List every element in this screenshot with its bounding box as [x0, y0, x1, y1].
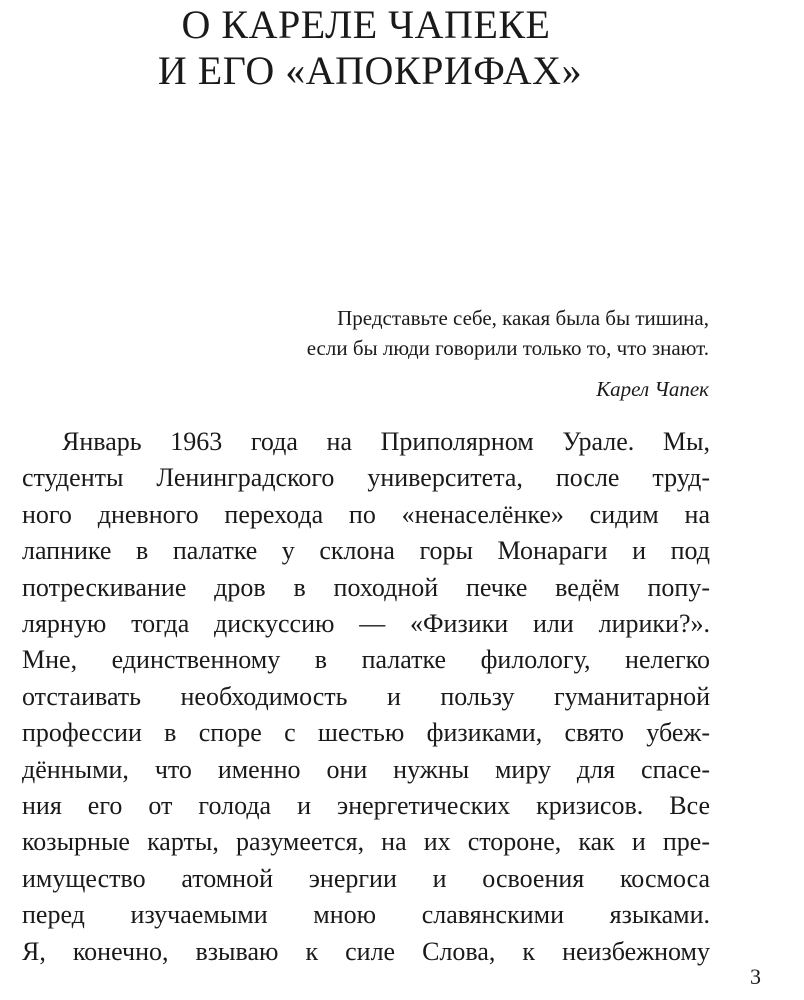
- body-line: отстаивать необходимость и пользу гуманитарной: [22, 681, 710, 711]
- body-line: перед изучаемыми мною славянскими языками.: [22, 900, 710, 930]
- body-line: студенты Ленинградского университета, после труд-: [22, 463, 710, 493]
- chapter-title: [0, 2, 804, 94]
- body-line: имущество атомной энергии и освоения космоса: [22, 863, 710, 893]
- body-line: дёнными, что именно они нужны миру для спасе-: [22, 754, 710, 784]
- epigraph: [149, 303, 709, 404]
- page-number: 3: [750, 964, 761, 989]
- body-line: Январь 1963 года на Приполярном Урале. Мы,: [62, 427, 710, 456]
- chapter-title-line-1: О КАРЕЛЕ ЧАПЕКЕ: [181, 2, 551, 47]
- epigraph-author: Карел Чапек: [596, 377, 709, 401]
- body-line: лярную тогда дискуссию — «Физики или лирики?».: [22, 609, 710, 639]
- body-line: Мне, единственному в палатке филологу, нелегко: [22, 645, 710, 675]
- body-line: лапнике в палатке у склона горы Монараги и под: [22, 536, 710, 566]
- body-line: потрескивание дров в походной печке ведём попу-: [22, 572, 710, 602]
- body-line: козырные карты, разумеется, на их стороне, как и пре-: [22, 827, 710, 857]
- body-line: Я, конечно, взываю к силе Слова, к неизбежному: [22, 936, 710, 966]
- chapter-title-line-2: И ЕГО «АПОКРИФАХ»: [157, 48, 583, 93]
- epigraph-line-2: если бы люди говорили только то, что знают.: [306, 336, 709, 360]
- body-line: ния его от голода и энергетических кризисов. Все: [22, 791, 710, 821]
- epigraph-line-1: Представьте себе, какая была бы тишина,: [337, 306, 709, 330]
- body-paragraph: [22, 424, 710, 970]
- body-line: ного дневного перехода по «ненаселёнке» сидим на: [22, 499, 710, 529]
- body-line: профессии в споре с шестью физиками, свято убеж-: [22, 718, 710, 748]
